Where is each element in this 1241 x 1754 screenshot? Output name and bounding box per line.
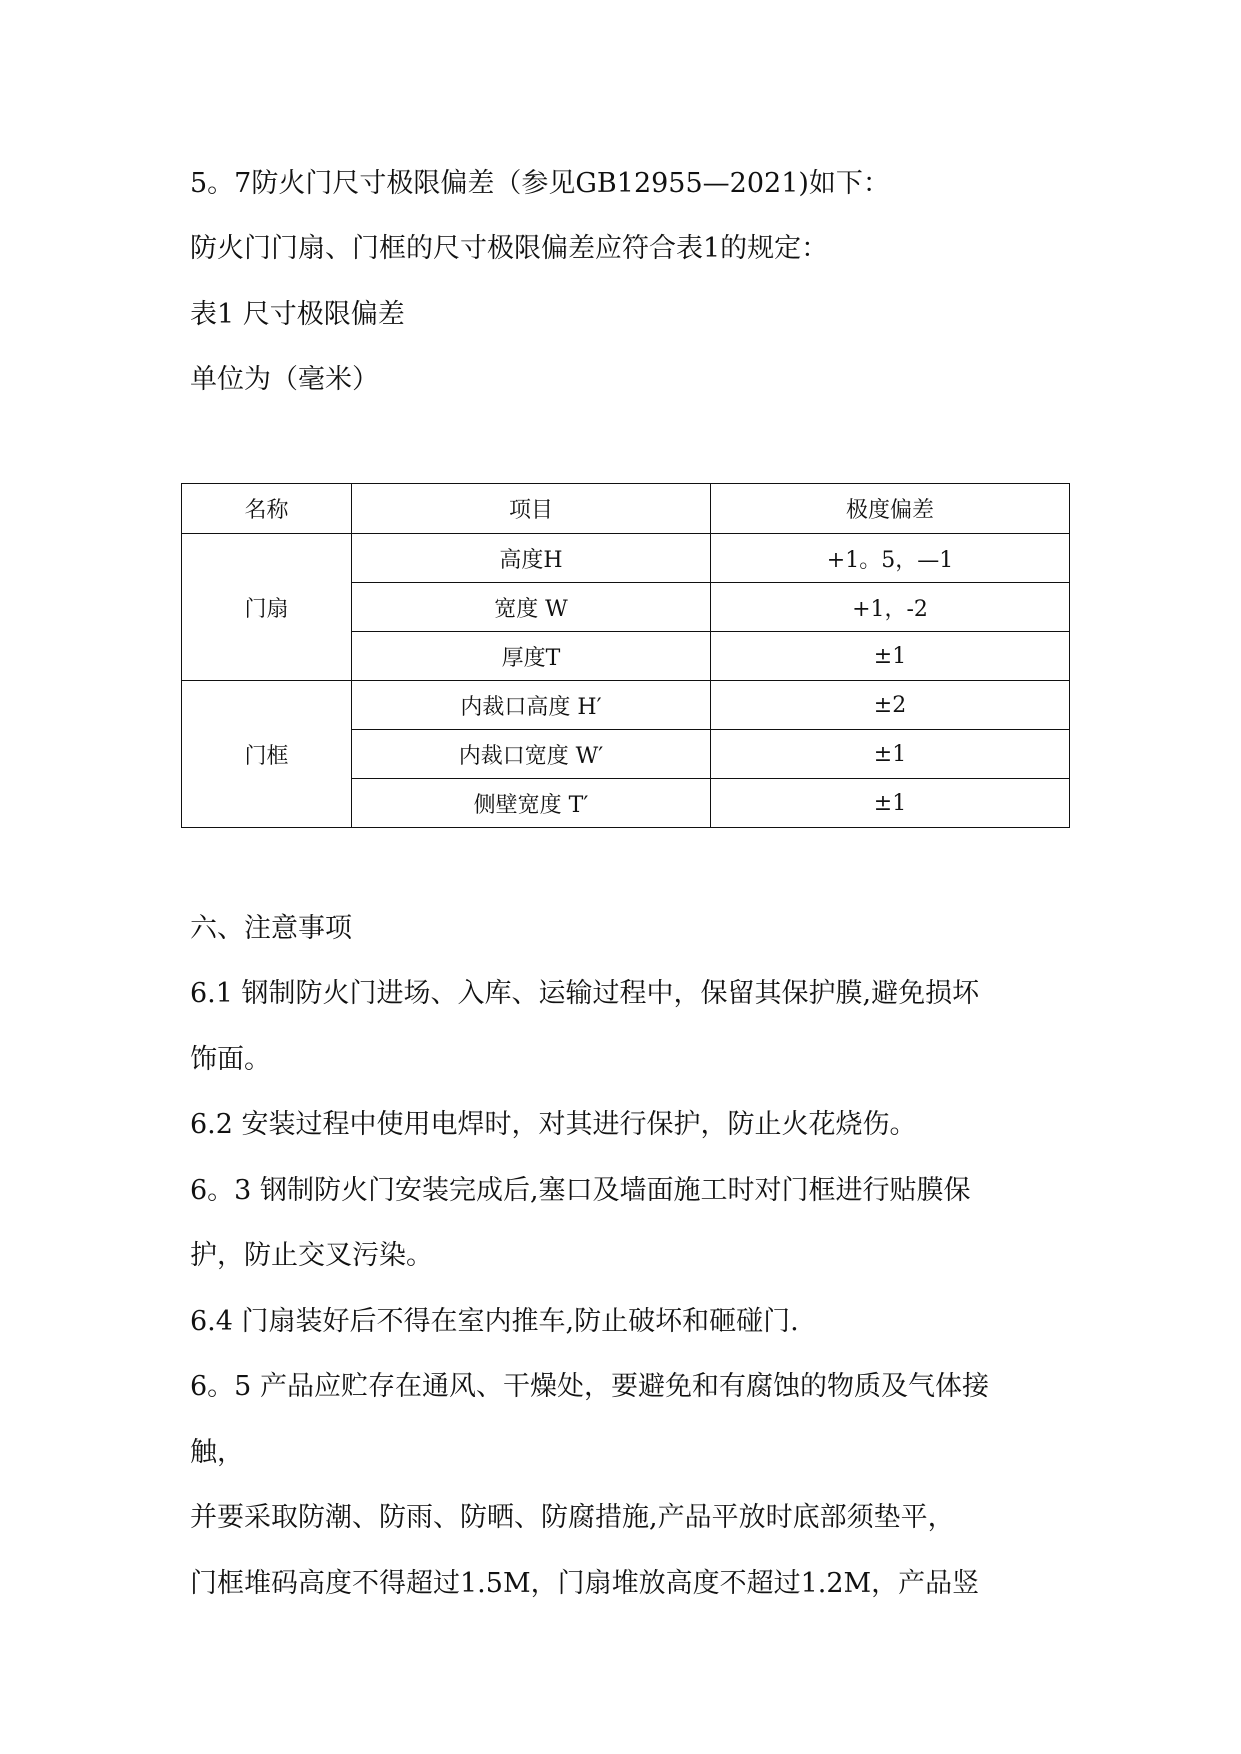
header-cell: 名称 (182, 484, 352, 534)
item-cell: 宽度 W (352, 583, 711, 632)
note-line: 并要采取防潮、防雨、防晒、防腐措施,产品平放时底部须垫平， (190, 1502, 955, 1533)
deviation-table (181, 483, 1070, 828)
item-cell: 内裁口宽度 W′ (352, 730, 711, 779)
note-line: 6.4 门扇装好后不得在室内推车,防止破坏和砸碰门. (190, 1306, 799, 1337)
table-header-row (182, 484, 1070, 534)
note-line: 护，防止交叉污染。 (190, 1240, 433, 1271)
item-cell: 厚度T (352, 632, 711, 681)
deviation-cell: +1。5，—1 (711, 534, 1070, 583)
deviation-cell: ±2 (711, 681, 1070, 730)
table-unit: 单位为（毫米） (190, 364, 379, 395)
deviation-cell: +1，-2 (711, 583, 1070, 632)
section-heading: 六、注意事项 (190, 913, 352, 944)
deviation-cell: ±1 (711, 632, 1070, 681)
note-line: 饰面。 (190, 1044, 271, 1075)
note-line: 门框堆码高度不得超过1.5M，门扇堆放高度不超过1.2M，产品竖 (190, 1568, 980, 1599)
note-line: 触， (190, 1437, 244, 1468)
note-line: 6。5 产品应贮存在通风、干燥处，要避免和有腐蚀的物质及气体接 (190, 1371, 989, 1402)
table-row (182, 681, 1070, 730)
note-line: 6。3 钢制防火门安装完成后,塞口及墙面施工时对门框进行贴膜保 (190, 1175, 971, 1206)
note-line: 6.2 安装过程中使用电焊时，对其进行保护，防止火花烧伤。 (190, 1109, 917, 1140)
note-line: 6.1 钢制防火门进场、入库、运输过程中，保留其保护膜,避免损坏 (190, 978, 980, 1009)
table-row (182, 534, 1070, 583)
deviation-cell: ±1 (711, 779, 1070, 828)
group-name-cell: 门扇 (182, 534, 352, 681)
item-cell: 侧壁宽度 T′ (352, 779, 711, 828)
item-cell: 内裁口高度 H′ (352, 681, 711, 730)
header-cell: 项目 (352, 484, 711, 534)
item-cell: 高度H (352, 534, 711, 583)
header-cell: 极度偏差 (711, 484, 1070, 534)
intro-line: 5。7防火门尺寸极限偏差（参见GB12955—2021)如下： (190, 168, 890, 199)
group-name-cell: 门框 (182, 681, 352, 828)
table-caption: 表1 尺寸极限偏差 (190, 299, 405, 330)
intro-line: 防火门门扇、门框的尺寸极限偏差应符合表1的规定： (190, 233, 829, 264)
deviation-cell: ±1 (711, 730, 1070, 779)
